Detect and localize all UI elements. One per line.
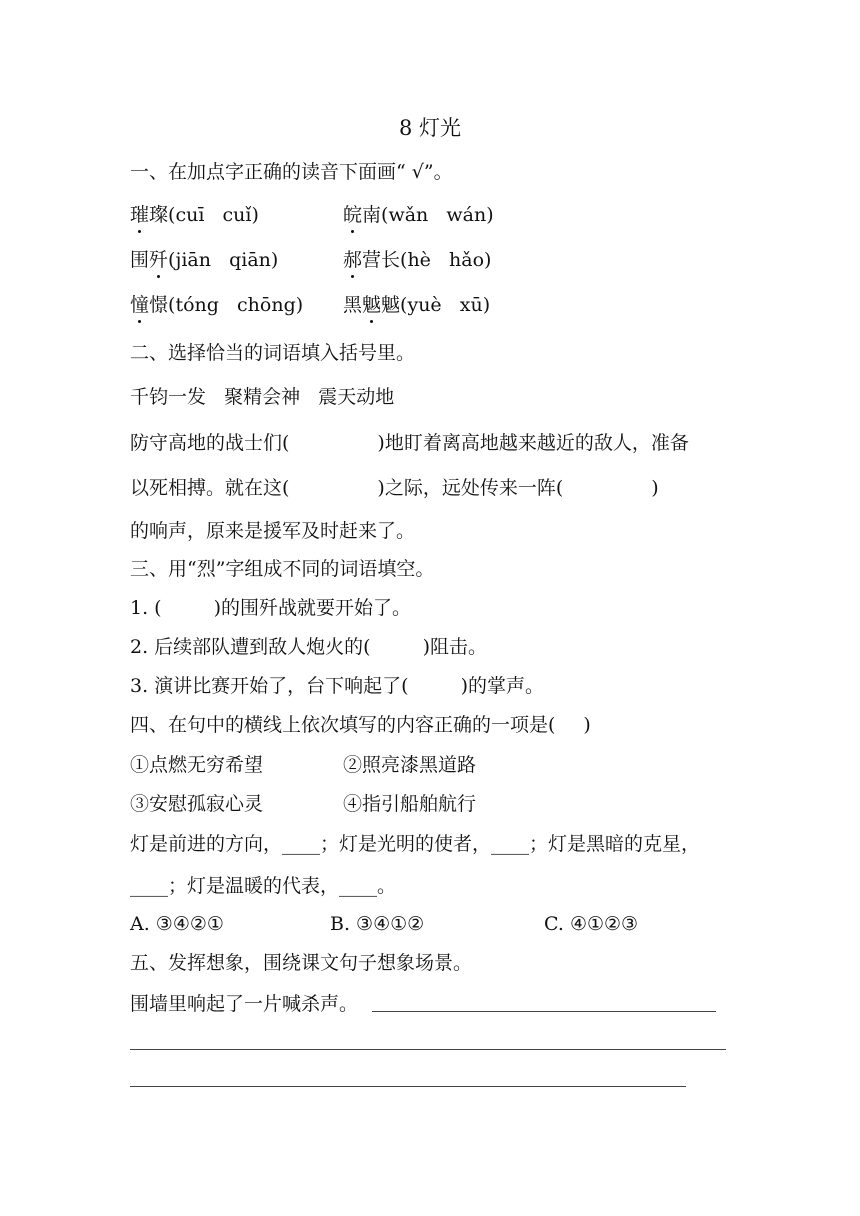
q4-sentence-line-2: ____；灯是温暖的代表，____。 (130, 875, 397, 897)
q3-heading: 三、用“烈”字组成不同的词语填空。 (130, 558, 435, 580)
dotted-char: 魆 (362, 294, 382, 316)
q1-heading: 一、在加点字正确的读音下面画“ √”。 (130, 161, 453, 183)
q4-choice-a[interactable]: A. ③④②① (130, 913, 224, 935)
q3-sentence-3: 3. 演讲比赛开始了，台下响起了( )的掌声。 (130, 675, 545, 697)
q1-item-3: 围歼(jiān qiān) (130, 249, 279, 271)
q2-sentence-line-2: 以死相搏。就在这( )之际，远处传来一阵( ) (130, 477, 659, 499)
q4-choice-c[interactable]: C. ④①②③ (544, 913, 639, 935)
q4-choice-b[interactable]: B. ③④①② (330, 913, 425, 935)
q4-heading: 四、在句中的横线上依次填写的内容正确的一项是( ) (130, 714, 591, 736)
q2-word-bank: 千钧一发 聚精会神 震天动地 (130, 386, 395, 408)
q5-heading: 五、发挥想象，围绕课文句子想象场景。 (130, 952, 473, 974)
q4-option-4: ④指引船舶航行 (343, 793, 477, 815)
q1-item-2: 皖南(wǎn wán) (343, 204, 494, 226)
dotted-char: 歼 (149, 249, 169, 271)
q1-item-4: 郝营长(hè hǎo) (343, 249, 492, 271)
q4-sentence-line-1: 灯是前进的方向，____；灯是光明的使者，____；灯是黑暗的克星， (130, 833, 701, 855)
q3-sentence-1: 1. ( )的围歼战就要开始了。 (130, 597, 412, 619)
q3-sentence-2: 2. 后续部队遭到敌人炮火的( )阻击。 (130, 636, 488, 658)
q1-item-5: 憧憬(tóng chōng) (130, 294, 304, 316)
dotted-char: 璀 (130, 204, 150, 226)
page-title: 8 灯光 (398, 116, 462, 140)
q1-item-6: 黑魆魆(yuè xū) (343, 294, 491, 316)
q2-sentence-line-3: 的响声，原来是援军及时赶来了。 (130, 520, 416, 542)
q4-option-1: ①点燃无穷希望 (130, 754, 264, 776)
q4-option-3: ③安慰孤寂心灵 (130, 793, 264, 815)
dotted-char: 憧 (130, 294, 150, 316)
q4-option-2: ②照亮漆黑道路 (343, 754, 477, 776)
writing-line[interactable] (130, 1049, 726, 1050)
writing-line[interactable] (130, 1086, 686, 1087)
q2-sentence-line-1: 防守高地的战士们( )地盯着离高地越来越近的敌人，准备 (130, 432, 689, 454)
q1-item-1: 璀璨(cuī cuǐ) (130, 204, 259, 226)
dotted-char: 皖 (343, 204, 363, 226)
dotted-char: 郝 (343, 249, 363, 271)
q5-prompt: 围墙里响起了一片喊杀声。 (130, 993, 359, 1015)
q2-heading: 二、选择恰当的词语填入括号里。 (130, 342, 416, 364)
writing-line[interactable] (372, 1011, 716, 1012)
